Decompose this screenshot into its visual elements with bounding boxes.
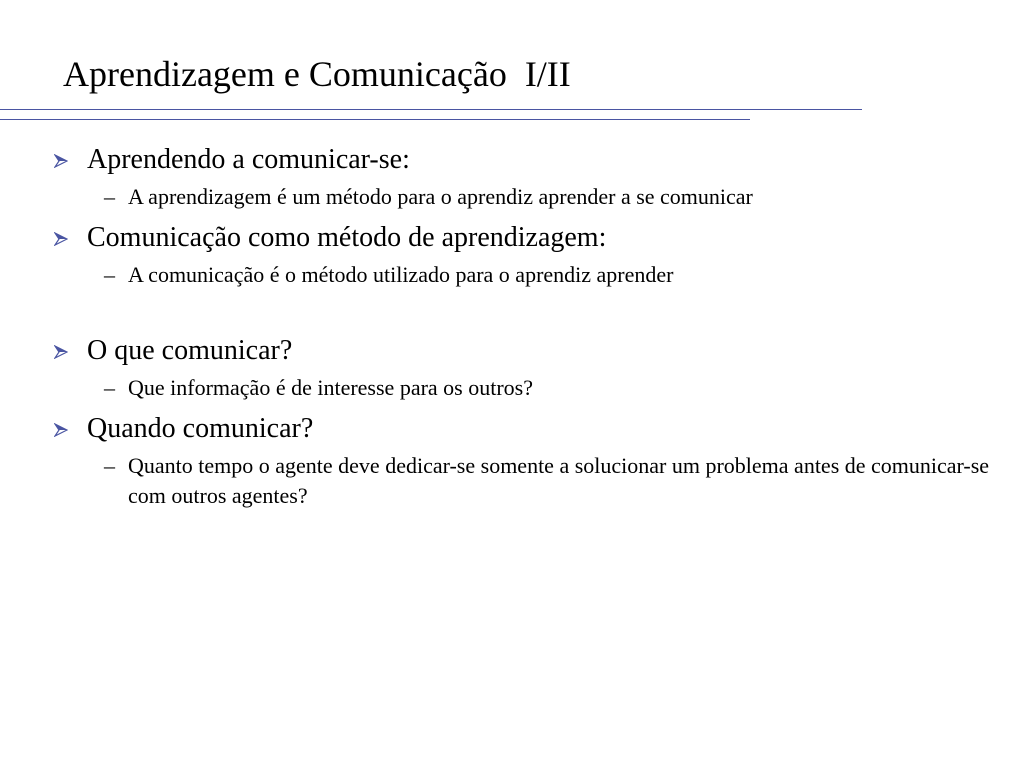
arrow-bullet-icon	[54, 423, 68, 437]
sub-bullet-text: A comunicação é o método utilizado para o aprendiz aprender	[128, 262, 674, 287]
sub-bullet-text: Quanto tempo o agente deve dedicar-se somente a solucionar um problema antes de comunicar-se com outros agentes?	[128, 453, 990, 508]
sub-bullet-item	[54, 451, 994, 511]
title-divider-bottom	[0, 119, 750, 120]
bullet-text: O que comunicar?	[87, 335, 293, 366]
sub-bullet-dash: –	[104, 453, 115, 478]
bullet-text: Aprendendo a comunicar-se:	[87, 144, 410, 175]
arrow-bullet-icon	[54, 232, 68, 246]
sub-bullet-item	[54, 260, 994, 290]
sub-bullet-item	[54, 182, 994, 212]
sub-bullet-dash: –	[104, 262, 115, 287]
arrow-bullet-icon	[54, 345, 68, 359]
sub-bullet-item	[54, 373, 994, 403]
bullet-item	[54, 220, 994, 256]
bullet-text: Quando comunicar?	[87, 413, 314, 444]
arrow-bullet-icon	[54, 154, 68, 168]
bullet-item	[54, 333, 994, 369]
bullet-item	[54, 142, 994, 178]
sub-bullet-text: A aprendizagem é um método para o aprendiz aprender a se comunicar	[128, 184, 753, 209]
sub-bullet-dash: –	[104, 375, 115, 400]
sub-bullet-dash: –	[104, 184, 115, 209]
sub-bullet-text: Que informação é de interesse para os outros?	[128, 375, 534, 400]
bullet-text: Comunicação como método de aprendizagem:	[87, 222, 607, 253]
bullet-list	[54, 142, 994, 511]
title-divider-top	[0, 109, 862, 110]
bullet-item	[54, 411, 994, 447]
slide-title: Aprendizagem e Comunicação I/II	[63, 54, 571, 94]
